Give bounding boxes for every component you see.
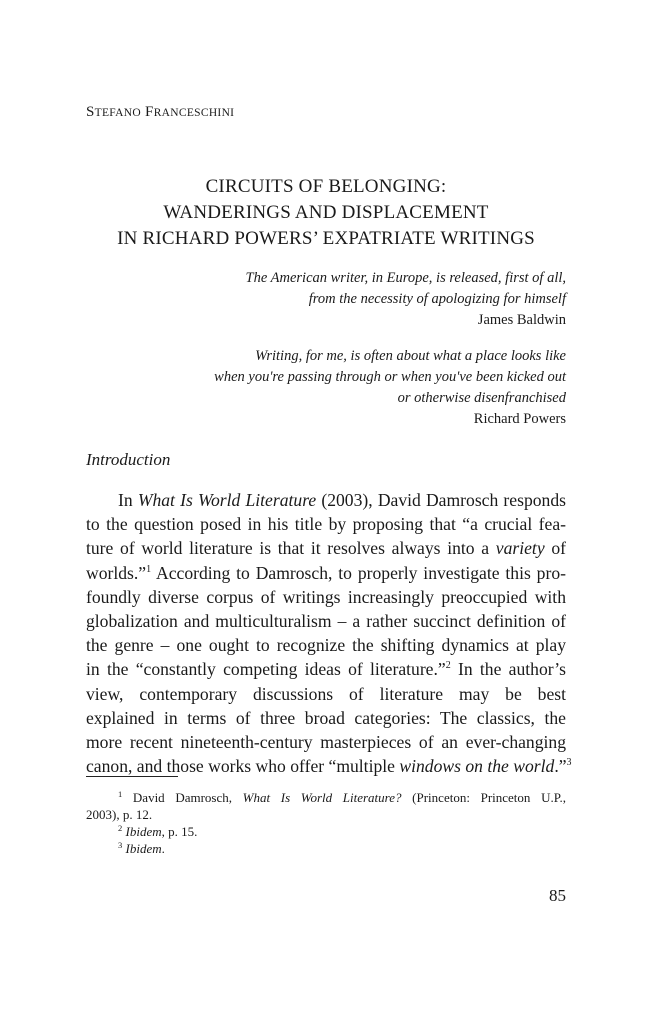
running-head-author xyxy=(86,104,234,121)
footnote-number: 1 xyxy=(118,789,123,799)
author-first-name: TEFANO xyxy=(94,107,141,119)
footnote-2: $^2$ Ibidem, p. 15. xyxy=(118,823,198,839)
footnote-ref: 1 xyxy=(146,563,152,575)
body-paragraph xyxy=(86,488,572,778)
paragraph-line: globalization and multiculturalism – a rather succinct definition of xyxy=(86,610,566,631)
article-title xyxy=(86,174,566,252)
paragraph-line: view, contemporary discussions of literature may be best xyxy=(86,683,566,704)
author-initial: S xyxy=(86,104,95,120)
footnotes xyxy=(86,789,566,857)
paragraph-line: explained in terms of three broad categories: The classics, the xyxy=(86,707,566,728)
epigraph-attribution: James Baldwin xyxy=(477,312,566,328)
paragraph-line: canon, and those works who offer “multiple windows on the world.”$^3$ xyxy=(86,756,572,777)
footnote-separator xyxy=(86,776,178,777)
footnote-3: $^3$ Ibidem. xyxy=(118,840,165,856)
epigraph-line: Writing, for me, is often about what a place looks like xyxy=(255,348,566,364)
emphasis: variety xyxy=(495,538,545,559)
epigraph-line: from the necessity of apologizing for himself xyxy=(308,291,566,307)
section-heading: Introduction xyxy=(86,450,171,469)
paragraph-line: the genre – one ought to recognize the shifting dynamics at play xyxy=(86,635,566,656)
paragraph-line: more recent nineteenth-century masterpieces of an ever-changing xyxy=(86,731,566,752)
book-page xyxy=(86,0,572,1010)
paragraph-line: to the question posed in his title by proposing that “a crucial fea- xyxy=(86,514,566,535)
epigraph-baldwin xyxy=(246,268,566,331)
footnote-1: $^1$ David Damrosch, What Is World Literature? (Princeton: Princeton U.P., xyxy=(118,789,566,805)
paragraph-line: worlds.”$^1$ According to Damrosch, to properly investigate this pro- xyxy=(86,562,566,583)
book-title: What Is World Literature xyxy=(137,490,317,510)
epigraph-line: The American writer, in Europe, is released, first of all, xyxy=(245,270,566,286)
paragraph-line: ture of world literature is that it resolves always into a variety of xyxy=(86,538,566,559)
author-initial: F xyxy=(145,104,154,120)
author-last-name: RANCESCHINI xyxy=(153,107,235,119)
title-line: IN RICHARD POWERS’ EXPATRIATE WRITINGS xyxy=(117,228,535,249)
footnote-number: 2 xyxy=(118,823,123,833)
epigraph-line: or otherwise disenfranchised xyxy=(397,390,566,406)
footnote-1-continued: 2003), p. 12. xyxy=(86,807,153,822)
title-line: WANDERINGS AND DISPLACEMENT xyxy=(163,202,489,223)
title-line: CIRCUITS OF BELONGING: xyxy=(205,176,447,197)
footnote-number: 3 xyxy=(118,840,123,850)
epigraph-powers xyxy=(214,346,566,430)
paragraph-line: foundly diverse corpus of writings increasingly preoccupied with xyxy=(86,586,566,607)
emphasis: windows on the world xyxy=(399,756,555,777)
paragraph-line: in the “constantly competing ideas of literature.”$^2$ In the author’s xyxy=(86,659,566,680)
book-title: What Is World Literature? xyxy=(242,790,402,805)
epigraph-attribution: Richard Powers xyxy=(473,411,566,427)
paragraph-line: In What Is World Literature (2003), David Damrosch responds xyxy=(118,490,566,510)
footnote-ref: 2 xyxy=(445,660,451,672)
footnote-ref: 3 xyxy=(566,757,572,769)
epigraph-line: when you're passing through or when you've been kicked out xyxy=(214,369,566,385)
page-number: 85 xyxy=(549,886,566,905)
